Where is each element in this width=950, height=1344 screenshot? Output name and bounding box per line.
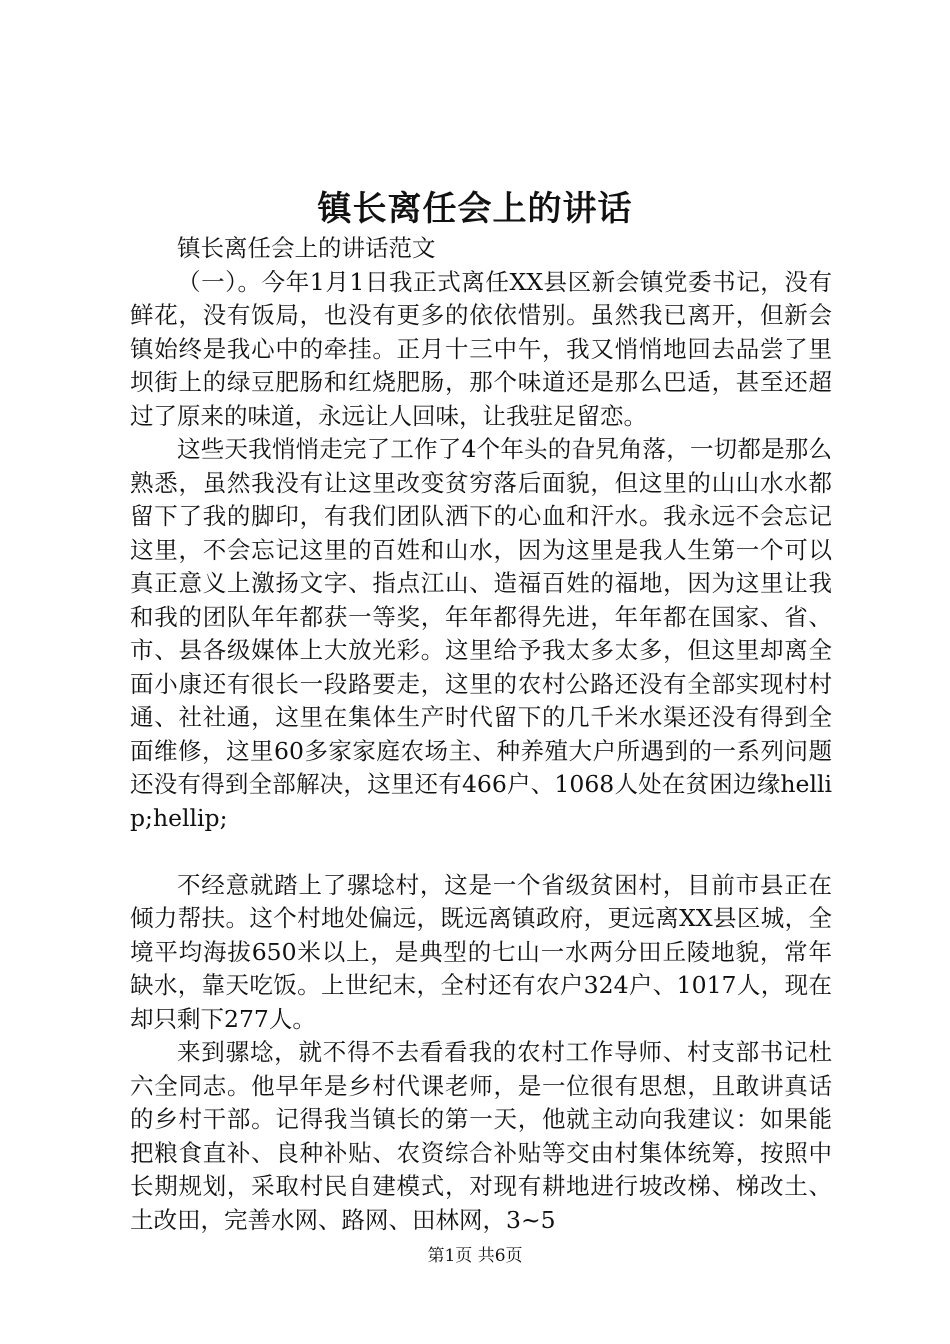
paragraph-1: （一）。今年1月1日我正式离任XX县区新会镇党委书记，没有鲜花，没有饭局，也没有更多的依依惜别。虽然我已离开，但新会镇始终是我心中的牵挂。正月十三中午，我又悄悄地回去品尝了里坝街上的绿豆肥肠和红烧肥肠，那个味道还是那么巴适，甚至还超过了原来的味道，永远让人回味，让我驻足留恋。 [130, 267, 832, 430]
document-title: 镇长离任会上的讲话 [317, 189, 633, 229]
paragraph-4: 来到骡埝，就不得不去看看我的农村工作导师、村支部书记杜六全同志。他早年是乡村代课老师，是一位很有思想，且敢讲真话的乡村干部。记得我当镇长的第一天，他就主动向我建议：如果能把粮食直补、良种补贴、农资综合补贴等交由村集体统筹，按照中长期规划，采取村民自建模式，对现有耕地进行坡改梯、梯改土、土改田，完善水网、路网、田林网，3~5 [130, 1038, 832, 1234]
paragraph-3: 不经意就踏上了骡埝村，这是一个省级贫困村，目前市县正在倾力帮扶。这个村地处偏远，既远离镇政府，更远离XX县区城，全境平均海拔650米以上，是典型的七山一水两分田丘陵地貌，常年缺水，靠天吃饭。上世纪末，全村还有农户324户、1017人，现在却只剩下277人。 [130, 870, 832, 1033]
document-body [130, 232, 832, 1237]
paragraph-2: 这些天我悄悄走完了工作了4个年头的旮旯角落，一切都是那么熟悉，虽然我没有让这里改变贫穷落后面貌，但这里的山山水水都留下了我的脚印，有我们团队洒下的心血和汗水。我永远不会忘记这里，不会忘记这里的百姓和山水，因为这里是我人生第一个可以真正意义上激扬文字、指点江山、造福百姓的福地，因为这里让我和我的团队年年都获一等奖，年年都得先进，年年都在国家、省、市、县各级媒体上大放光彩。这里给予我太多太多，但这里却离全面小康还有很长一段路要走，这里的农村公路还没有全部实现村村通、社社通，这里在集体生产时代留下的几千米水渠还没有得到全面维修，这里60多家家庭农场主、种养殖大户所遇到的一系列问题还没有得到全部解决，这里还有466户、1068人处在贫困边缘hellip;hellip; [130, 435, 832, 832]
document-subtitle: 镇长离任会上的讲话范文 [177, 234, 436, 262]
page-number-footer: 第1页 共6页 [427, 1246, 523, 1266]
